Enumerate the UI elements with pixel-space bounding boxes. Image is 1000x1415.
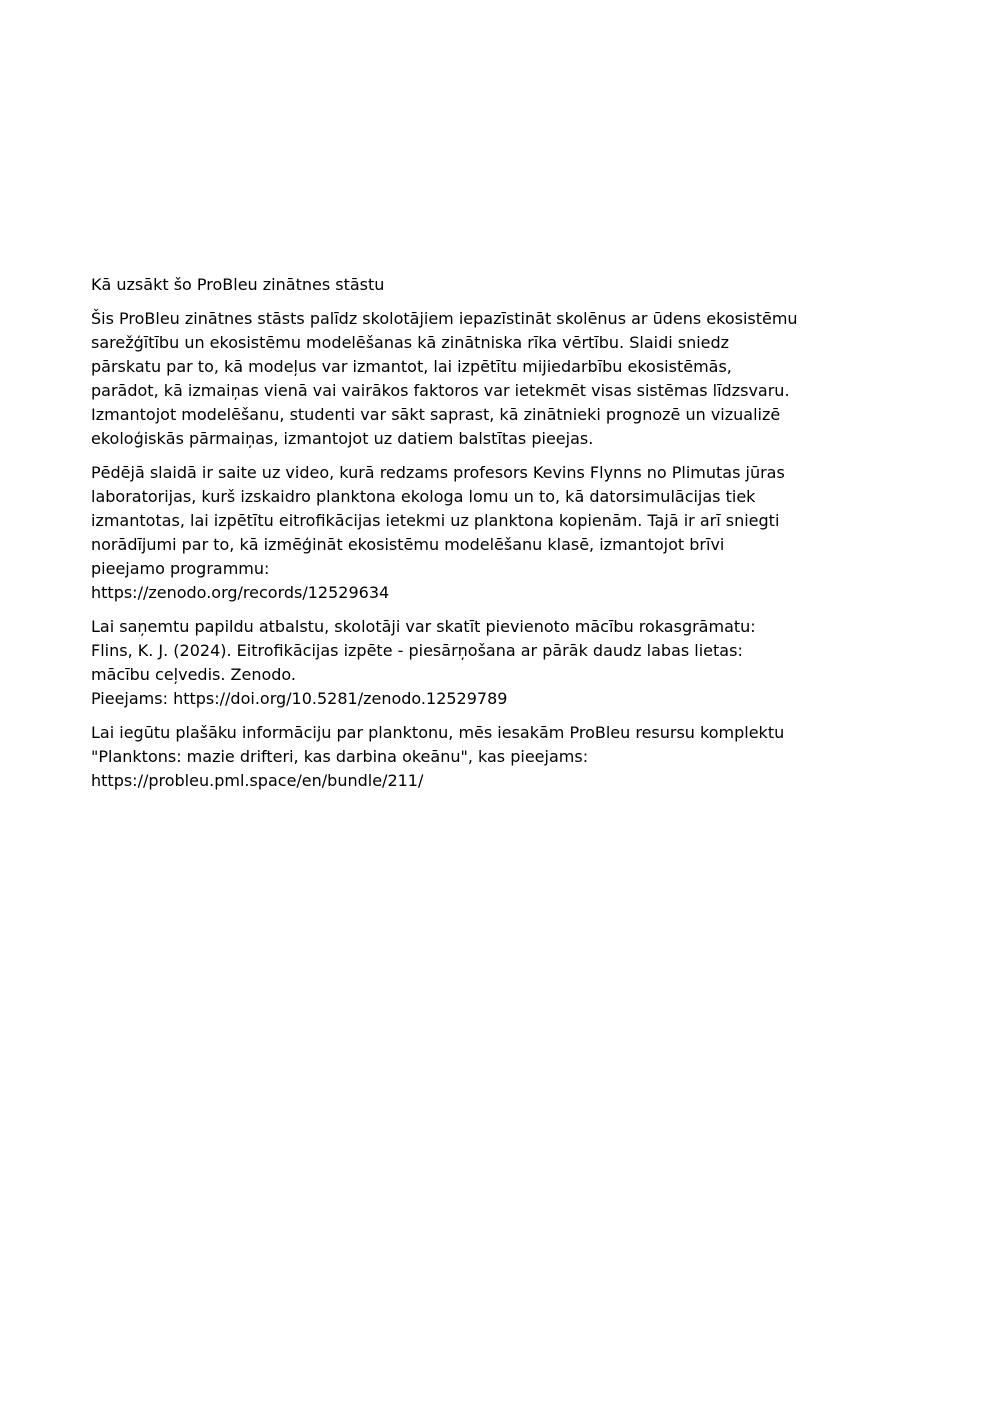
document-title: Kā uzsākt šo ProBleu zinātnes stāstu [91, 275, 385, 294]
text-line: Lai iegūtu plašāku informāciju par planktonu, mēs iesakām ProBleu resursu komplektu [91, 723, 785, 742]
text-line: Flins, K. J. (2024). Eitrofikācijas izpēte - piesārņošana ar pārāk daudz labas lietas: [91, 641, 743, 660]
text-line: "Planktons: mazie drifteri, kas darbina okeānu", kas pieejams: [91, 747, 589, 766]
text-line: parādot, kā izmaiņas vienā vai vairākos faktoros var ietekmēt visas sistēmas līdzsvaru. [91, 381, 790, 400]
text-line: izmantotas, lai izpētītu eitrofikācijas ietekmi uz planktona kopienām. Tajā ir arī sniegti [91, 511, 780, 530]
text-line: mācību ceļvedis. Zenodo. [91, 665, 297, 684]
text-line: Izmantojot modelēšanu, studenti var sākt saprast, kā zinātnieki prognozē un vizualizē [91, 405, 781, 424]
document-content [91, 273, 951, 803]
paragraph [91, 721, 951, 793]
document-paragraphs [91, 307, 951, 793]
text-line: pieejamo programmu: [91, 559, 270, 578]
text-line: laboratorijas, kurš izskaidro planktona ekologa lomu un to, kā datorsimulācijas tiek [91, 487, 756, 506]
text-line: Pieejams: https://doi.org/10.5281/zenodo.12529789 [91, 689, 508, 708]
paragraph [91, 615, 951, 711]
text-line: ekoloģiskās pārmaiņas, izmantojot uz datiem balstītas pieejas. [91, 429, 594, 448]
url-text: https://probleu.pml.space/en/bundle/211/ [91, 771, 424, 790]
text-line: Lai saņemtu papildu atbalstu, skolotāji var skatīt pievienoto mācību rokasgrāmatu: [91, 617, 756, 636]
text-line: pārskatu par to, kā modeļus var izmantot, lai izpētītu mijiedarbību ekosistēmās, [91, 357, 732, 376]
text-line: norādījumi par to, kā izmēģināt ekosistēmu modelēšanu klasē, izmantojot brīvi [91, 535, 725, 554]
paragraph [91, 307, 951, 451]
paragraph [91, 461, 951, 605]
text-line: Šis ProBleu zinātnes stāsts palīdz skolotājiem iepazīstināt skolēnus ar ūdens ekosistēmu [91, 309, 798, 328]
text-line: sarežģītību un ekosistēmu modelēšanas kā zinātniska rīka vērtību. Slaidi sniedz [91, 333, 730, 352]
text-line: Pēdējā slaidā ir saite uz video, kurā redzams profesors Kevins Flynns no Plimutas jūras [91, 463, 785, 482]
url-text: https://zenodo.org/records/12529634 [91, 583, 390, 602]
